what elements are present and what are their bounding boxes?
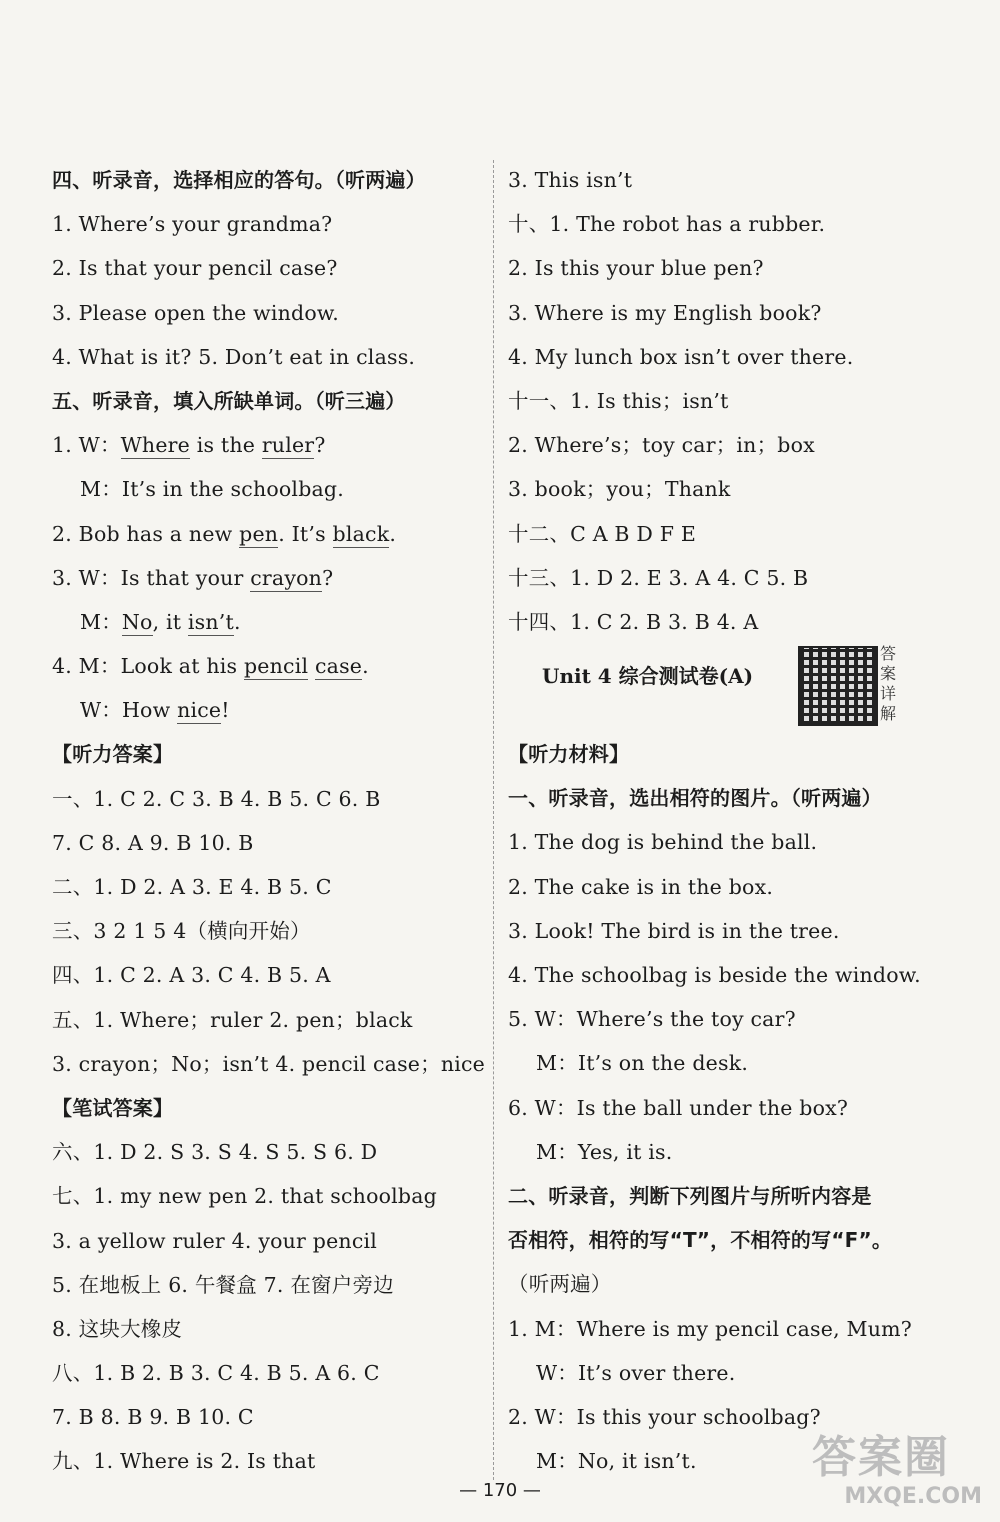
right-bottom-line: 2. The cake is in the box. — [508, 874, 774, 899]
left-line — [52, 556, 492, 600]
line-text — [308, 654, 315, 678]
left-line: 五、听录音，填入所缺单词。（听三遍） — [52, 388, 406, 413]
filled-blank: crayon — [250, 565, 323, 590]
left-line: 八、1. B 2. B 3. C 4. B 5. A 6. C — [52, 1361, 380, 1386]
line-text: 4. M：Look at his — [52, 654, 244, 679]
right-top-line: 十四、1. C 2. B 3. B 4. A — [508, 609, 759, 634]
left-line: 四、听录音，选择相应的答句。（听两遍） — [52, 168, 426, 192]
unit-title: Unit 4 综合测试卷(A) — [542, 664, 754, 689]
right-top-line: 十二、C A B D F E — [508, 521, 697, 546]
qr-code-icon[interactable] — [798, 646, 878, 726]
left-column — [52, 158, 492, 1484]
left-line — [52, 644, 492, 688]
line-text: ? — [314, 433, 326, 458]
line-text: ? — [322, 565, 334, 590]
right-bottom-line: 1. M：Where is my pencil case, Mum? — [508, 1316, 912, 1341]
filled-blank: Where — [120, 433, 190, 458]
right-top-line: 4. My lunch box isn’t over there. — [508, 344, 854, 369]
left-line: 4. What is it? 5. Don’t eat in class. — [52, 344, 416, 369]
left-line: 六、1. D 2. S 3. S 4. S 5. S 6. D — [52, 1140, 378, 1165]
watermark-logo — [812, 1432, 982, 1512]
filled-blank: nice — [177, 698, 222, 723]
right-column — [508, 158, 948, 1483]
watermark-url: MXQE.COM — [844, 1484, 982, 1509]
filled-blank: ruler — [261, 433, 315, 458]
left-line: 3. a yellow ruler 4. your pencil — [52, 1228, 378, 1253]
filled-blank: No — [121, 609, 153, 634]
filled-blank: case — [314, 654, 363, 679]
left-line: 五、1. Where；ruler 2. pen；black — [52, 1007, 413, 1032]
line-text: . — [362, 654, 369, 679]
line-text: . — [389, 521, 397, 546]
left-line: 3. crayon；No；isn’t 4. pencil case；nice — [52, 1051, 486, 1076]
right-top-line: 十一、1. Is this；isn’t — [508, 388, 729, 413]
filled-blank: black — [332, 521, 390, 546]
line-text: . — [233, 609, 241, 634]
left-line — [52, 688, 492, 732]
qr-side-label: 答案详解 — [880, 644, 897, 724]
right-top-line: 2. Is this your blue pen? — [508, 256, 764, 281]
right-bottom-line: 4. The schoolbag is beside the window. — [508, 963, 921, 987]
line-text: , it — [152, 609, 188, 634]
unit-heading — [508, 644, 948, 732]
left-line: 七、1. my new pen 2. that schoolbag — [52, 1184, 437, 1209]
filled-blank: pen — [239, 521, 279, 546]
line-text: 1. W： — [52, 433, 121, 458]
left-line: 一、1. C 2. C 3. B 4. B 5. C 6. B — [52, 786, 381, 811]
right-bottom-line: M：No, it isn’t. — [536, 1449, 697, 1474]
right-bottom-line: 【听力材料】 — [508, 742, 630, 767]
left-line: 【听力答案】 — [52, 742, 174, 767]
line-text: M： — [80, 609, 122, 634]
right-bottom-line: 1. The dog is behind the ball. — [508, 830, 818, 855]
right-bottom-line: M：It’s on the desk. — [536, 1051, 749, 1076]
right-top-line: 2. Where’s；toy car；in；box — [508, 433, 815, 458]
left-line: 【笔试答案】 — [52, 1095, 174, 1120]
right-bottom-material — [508, 732, 948, 1483]
right-top-line: 3. Where is my English book? — [508, 300, 822, 325]
page-number: — 170 — — [459, 1480, 541, 1501]
line-text: W：How — [80, 698, 178, 723]
left-line: 7. B 8. B 9. B 10. C — [52, 1405, 254, 1430]
line-text: is the — [190, 433, 262, 458]
left-line: 2. Is that your pencil case? — [52, 256, 338, 281]
filled-blank: pencil — [243, 654, 309, 679]
left-line: 九、1. Where is 2. Is that — [52, 1449, 316, 1474]
line-text: 2. Bob has a new — [52, 521, 240, 546]
right-top-line: 3. This isn’t — [508, 168, 633, 192]
right-bottom-line: 3. Look! The bird is in the tree. — [508, 918, 840, 943]
line-text: . It’s — [278, 521, 333, 546]
right-bottom-line: （听两遍） — [508, 1272, 612, 1297]
right-bottom-line: 2. W：Is this your schoolbag? — [508, 1404, 821, 1429]
left-line: 8. 这块大橡皮 — [52, 1316, 183, 1341]
right-bottom-line: W：It’s over there. — [536, 1360, 736, 1385]
column-divider — [493, 160, 494, 1480]
right-bottom-line: 二、听录音，判断下列图片与所听内容是 — [508, 1183, 872, 1208]
filled-blank: isn’t — [187, 609, 234, 634]
left-line: 3. Please open the window. — [52, 300, 339, 325]
right-top-line: 3. book；you；Thank — [508, 477, 731, 502]
right-bottom-line: M：Yes, it is. — [536, 1139, 673, 1164]
line-text: ! — [221, 698, 230, 723]
right-top-answers — [508, 158, 948, 644]
left-line — [52, 423, 492, 467]
right-top-line: 十、1. The robot has a rubber. — [508, 212, 826, 237]
watermark-text: 答案圈 — [812, 1432, 950, 1483]
left-line — [52, 512, 492, 556]
right-bottom-line: 6. W：Is the ball under the box? — [508, 1095, 849, 1120]
left-line: 5. 在地板上 6. 午餐盒 7. 在窗户旁边 — [52, 1272, 394, 1297]
left-line: 7. C 8. A 9. B 10. B — [52, 830, 254, 855]
line-text: 3. W：Is that your — [52, 565, 251, 590]
left-line: 二、1. D 2. A 3. E 4. B 5. C — [52, 875, 332, 899]
right-top-line: 十三、1. D 2. E 3. A 4. C 5. B — [508, 565, 809, 590]
left-line — [52, 600, 492, 644]
right-bottom-line: 一、听录音，选出相符的图片。（听两遍） — [508, 786, 882, 811]
left-line: 三、3 2 1 5 4（横向开始） — [52, 919, 311, 944]
left-line: M：It’s in the schoolbag. — [80, 477, 344, 502]
right-bottom-line: 否相符，相符的写“T”，不相符的写“F”。 — [508, 1228, 893, 1253]
left-line: 四、1. C 2. A 3. C 4. B 5. A — [52, 963, 331, 988]
right-bottom-line: 5. W：Where’s the toy car? — [508, 1007, 796, 1032]
left-line: 1. Where’s your grandma? — [52, 212, 333, 237]
